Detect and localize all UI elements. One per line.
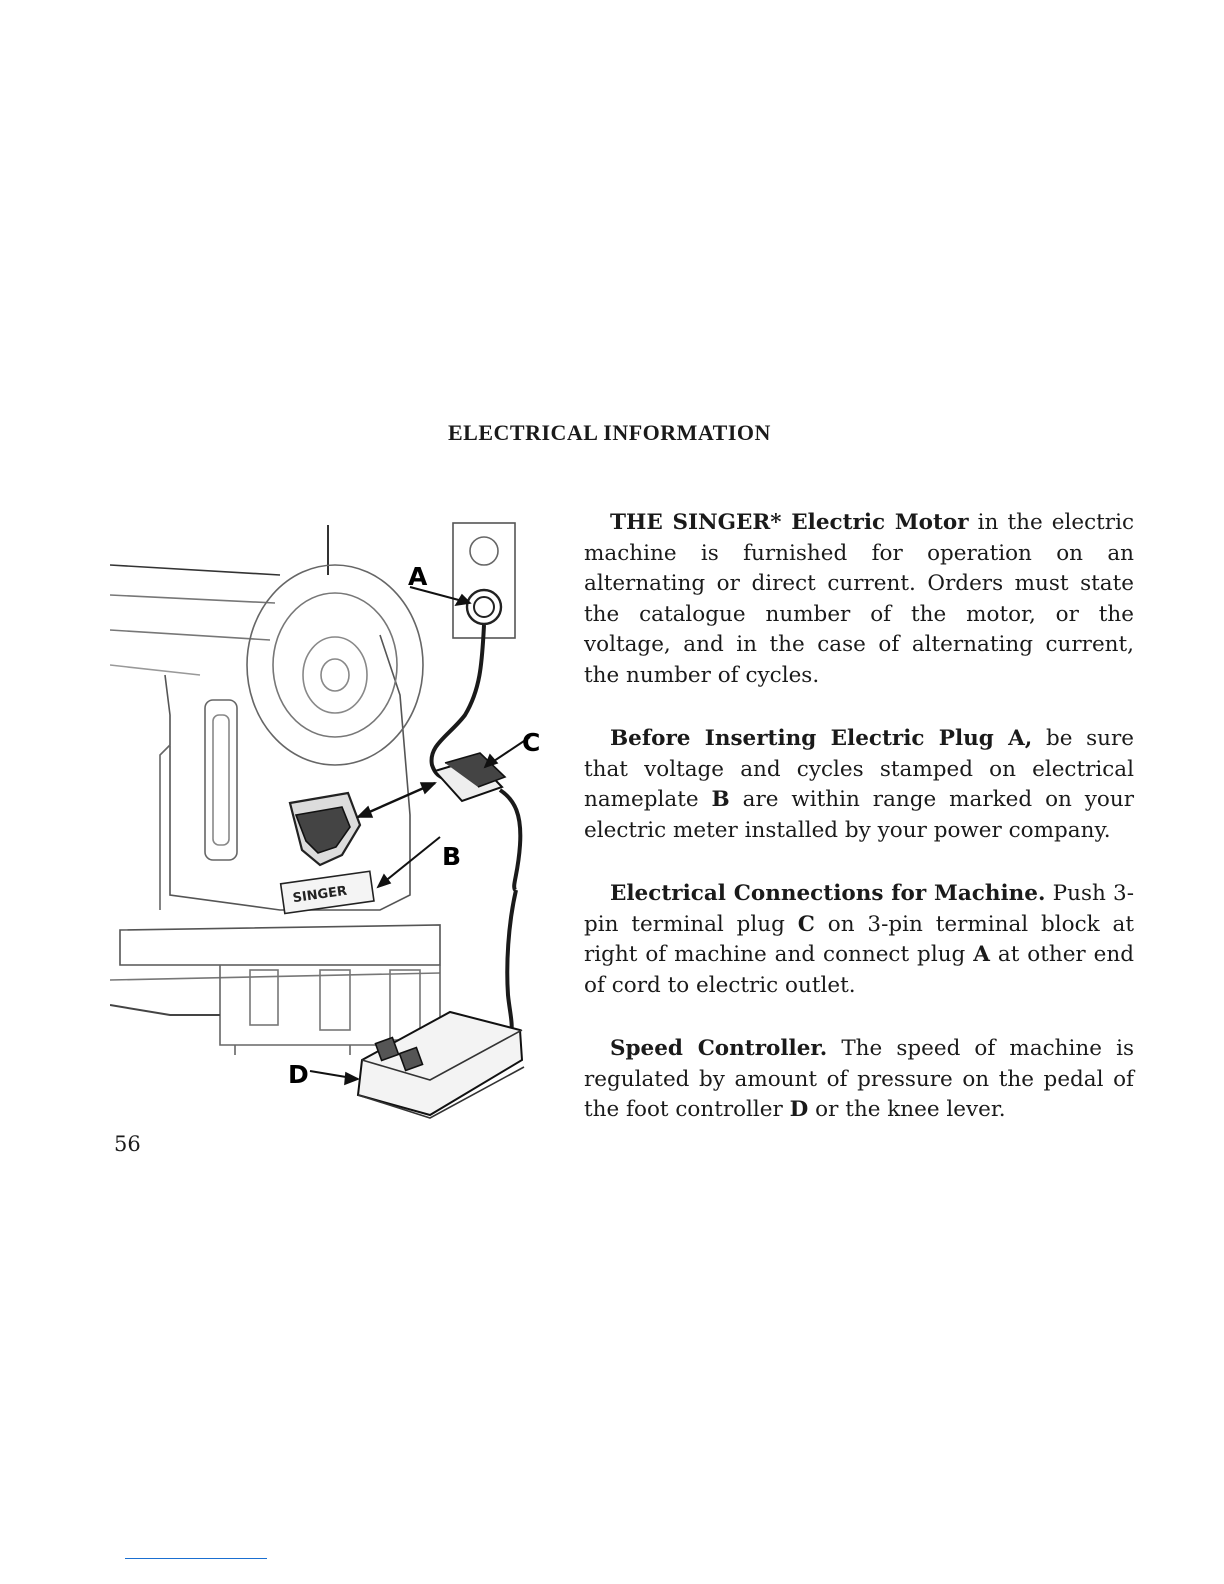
paragraph-body: in the electric machine is furnished for operation on an alternating or direct current. Orders must state the catalogue number of the motor, or the voltage, and in the case of alternating current, the number of cycles. bbox=[584, 510, 1134, 688]
letter-ref: D bbox=[789, 1097, 809, 1122]
cord-middle bbox=[500, 790, 520, 890]
paragraph-body: Push 3-pin terminal plug bbox=[584, 881, 1134, 937]
letter-ref: C bbox=[797, 911, 815, 937]
wall-outlet bbox=[453, 523, 515, 638]
paragraph-body: or the knee lever. bbox=[808, 1097, 1006, 1122]
machine-arm-top-line bbox=[110, 565, 280, 575]
paragraph-before-inserting bbox=[584, 724, 1134, 846]
paragraph-body: on 3-pin terminal block at right of machine and connect plug bbox=[584, 911, 1135, 967]
paragraph-heading: Speed Controller. bbox=[610, 1036, 828, 1061]
cord-lower bbox=[507, 890, 516, 1040]
bottom-rule bbox=[125, 1558, 267, 1559]
paragraph-heading: THE SINGER* Electric Motor bbox=[610, 510, 969, 535]
label-b: B bbox=[442, 842, 462, 871]
nameplate-text: SINGER bbox=[291, 883, 349, 907]
letter-ref: A bbox=[973, 942, 990, 967]
text-column bbox=[584, 508, 1134, 1159]
letter-ref: B bbox=[711, 787, 730, 812]
paragraph-speed-controller bbox=[584, 1034, 1134, 1126]
paragraph-body: are within range marked on your electric meter installed by your power company. bbox=[584, 787, 1135, 843]
paragraph-motor bbox=[584, 508, 1134, 691]
paragraph-heading: Before Inserting Electric Plug A, bbox=[610, 726, 1033, 751]
paragraph-body: be sure that voltage and cycles stamped on electrical nameplate bbox=[584, 726, 1134, 812]
sewing-machine-illustration bbox=[110, 515, 550, 1130]
page-number: 56 bbox=[114, 1132, 141, 1156]
foot-controller-d bbox=[358, 1012, 524, 1118]
paragraph-heading: Electrical Connections for Machine. bbox=[610, 881, 1046, 906]
label-a: A bbox=[408, 562, 428, 591]
page-title: ELECTRICAL INFORMATION bbox=[448, 420, 771, 445]
paragraph-connections bbox=[584, 879, 1134, 1001]
label-d: D bbox=[288, 1060, 309, 1089]
label-c: C bbox=[522, 728, 541, 757]
paragraph-body: The speed of machine is regulated by amount of pressure on the pedal of the foot controller bbox=[584, 1036, 1134, 1122]
nameplate-b bbox=[281, 871, 374, 913]
paragraph-body: at other end of cord to electric outlet. bbox=[584, 942, 1134, 998]
